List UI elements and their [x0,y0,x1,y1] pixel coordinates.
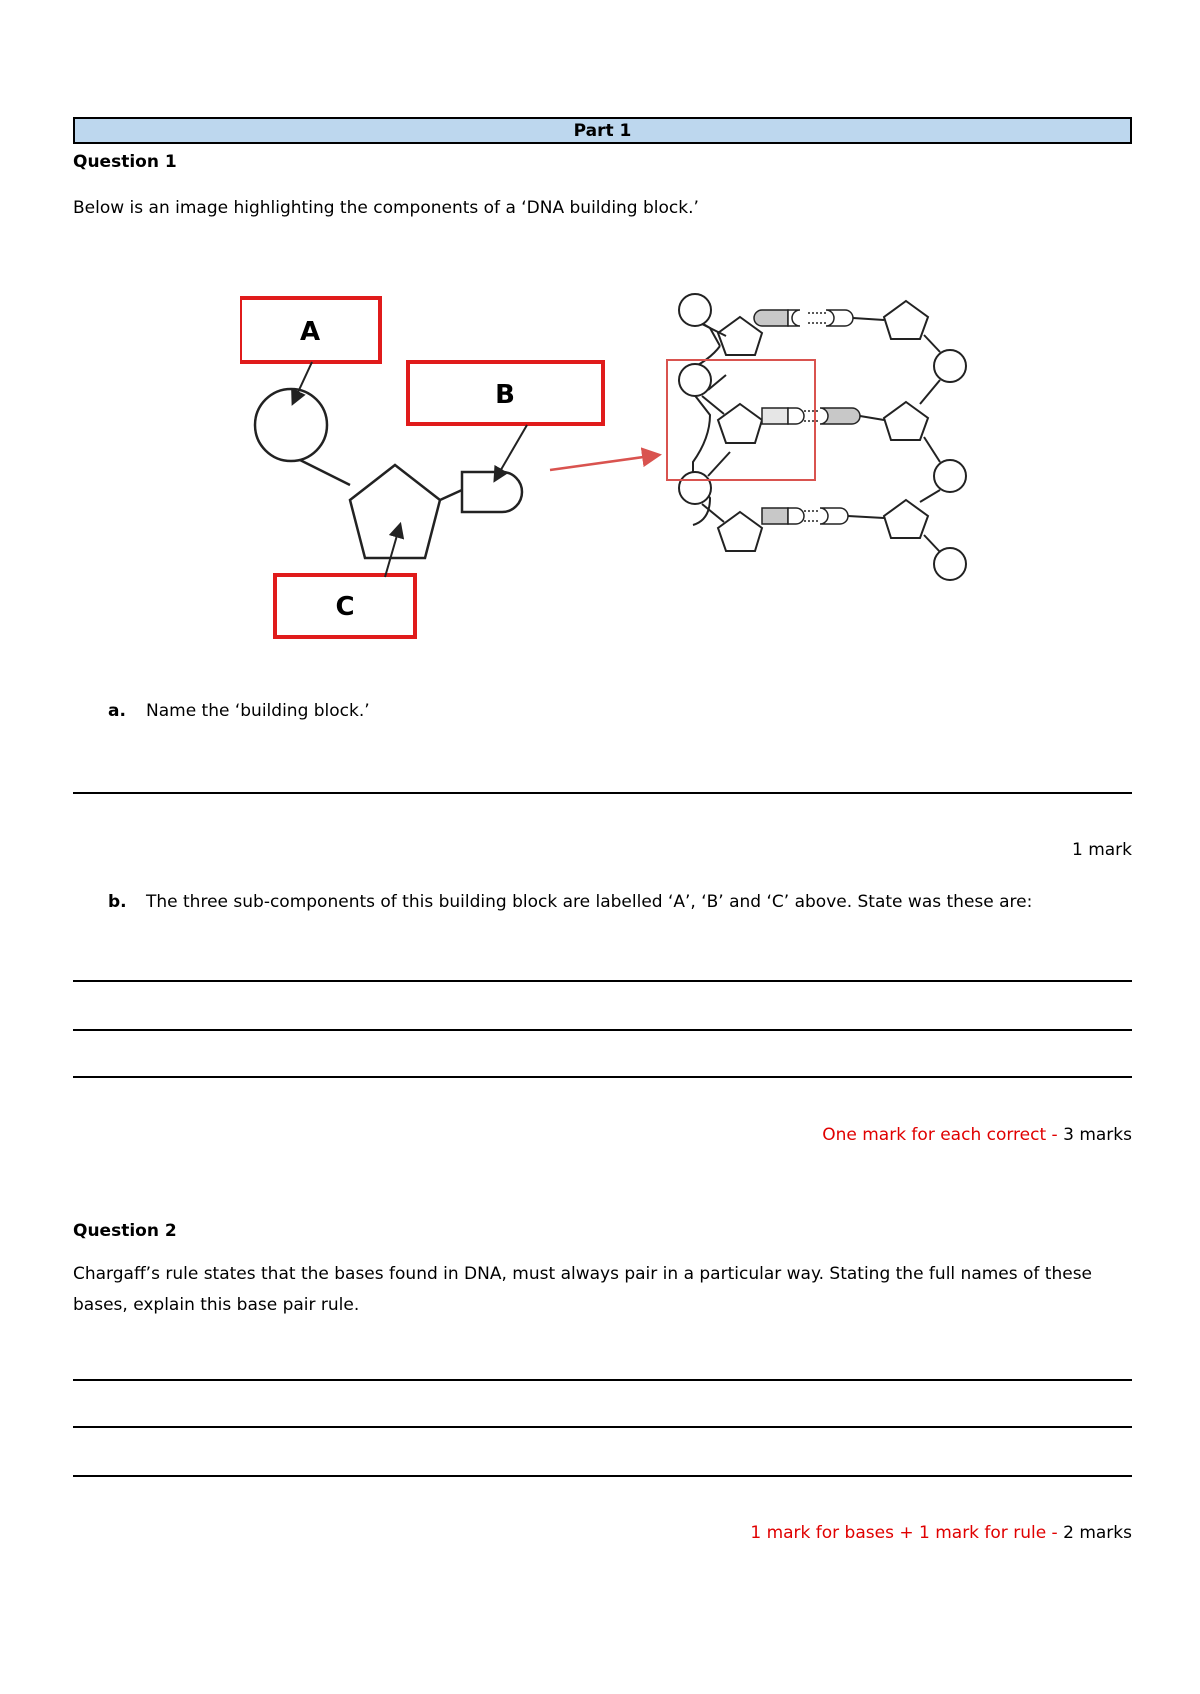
marks-total: 2 marks [1063,1523,1132,1543]
answer-line[interactable] [73,1426,1132,1428]
phosphate-circle [679,472,711,504]
question-1b-label: b. [108,892,127,912]
sugar-base-bond [440,490,462,500]
arrow-b [495,425,527,480]
phosphate-sugar-bond [300,460,350,485]
sugar-pentagon [884,500,928,538]
phosphate-circle [934,548,966,580]
sugar-pentagon [718,512,762,551]
answer-line[interactable] [73,980,1132,982]
label-c: C [335,592,355,622]
sugar-pentagon [718,404,762,443]
label-a-box [240,298,380,362]
dna-diagram [240,280,980,650]
question-1a [108,696,126,727]
base-pair [754,310,884,326]
question-1a-text: Name the ‘building block.’ [146,701,370,721]
marks-note: 1 mark for bases + 1 mark for rule [750,1523,1047,1543]
sugar-pentagon [884,301,928,339]
marks-total: 3 marks [1063,1125,1132,1145]
question-1a-label: a. [108,701,126,721]
dna-ladder [667,294,966,580]
question-2-title: Question 2 [73,1221,177,1241]
marks-separator: - [1046,1125,1064,1145]
label-b-box [408,362,603,424]
answer-line[interactable] [73,1475,1132,1477]
sugar-pentagon [884,402,928,440]
base-pair [762,408,884,424]
label-a: A [299,317,321,347]
phosphate-circle [255,389,327,461]
question-1b-marks [822,1125,1132,1145]
phosphate-circle [934,350,966,382]
phosphate-circle [934,460,966,492]
question-1-intro: Below is an image highlighting the components of a ‘DNA building block.’ [73,198,699,218]
base-shape [462,472,522,512]
answer-line[interactable] [73,1076,1132,1078]
answer-line[interactable] [73,1379,1132,1381]
label-b: B [495,380,515,410]
question-2-text: Chargaff’s rule states that the bases found in DNA, must always pair in a particular way. Stating the full names of these bases, explain this base pair rule. [73,1264,1093,1315]
marks-separator: - [1046,1523,1064,1543]
question-1a-marks: 1 mark [1071,840,1132,860]
part-title: Part 1 [573,121,632,141]
marks-note: One mark for each correct [822,1125,1047,1145]
question-1b-text: The three sub-components of this building block are labelled ‘A’, ‘B’ and ‘C’ above. State was these are: [146,892,1033,912]
zoom-arrow [550,455,658,470]
question-1-title: Question 1 [73,152,177,172]
base-pair [762,508,884,524]
answer-line[interactable] [73,792,1132,794]
answer-line[interactable] [73,1029,1132,1031]
question-1b [108,887,127,918]
phosphate-circle [679,294,711,326]
phosphate-circle [679,364,711,396]
question-2-marks [750,1523,1132,1543]
label-c-box [275,575,415,637]
part-header [73,117,1132,144]
